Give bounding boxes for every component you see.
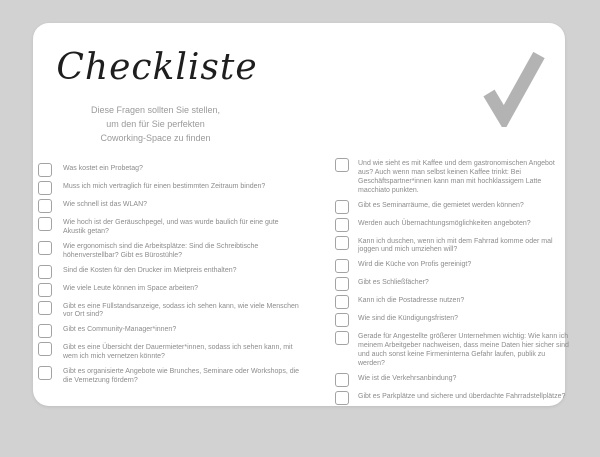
checkbox[interactable] [38, 301, 52, 315]
checklist-item [335, 200, 569, 214]
checklist-item-label: Gibt es organisierte Angebote wie Brunches, Seminare oder Workshops, die die Vernetzung fördern? [63, 368, 300, 384]
checklist-item [38, 301, 300, 321]
checklist-item-label: Kann ich die Postadresse nutzen? [358, 297, 465, 305]
checkbox[interactable] [335, 331, 349, 345]
checklist-item-label: Was kostet ein Probetag? [63, 165, 143, 172]
checklist-item [335, 259, 569, 273]
checklist-item-label: Wie ist die Verkehrsanbindung? [358, 374, 457, 382]
checkbox[interactable] [38, 283, 52, 297]
checklist-card [33, 23, 569, 406]
checkbox[interactable] [38, 181, 52, 195]
checklist-item [38, 199, 300, 213]
checklist-item [38, 324, 300, 338]
checkbox[interactable] [38, 324, 52, 338]
checklist-column-right [335, 158, 569, 405]
page-subtitle [53, 104, 258, 146]
page-title: Checkliste [56, 47, 258, 88]
checkbox[interactable] [335, 200, 349, 214]
checklist-item-label: Muss ich mich vertraglich für einen bestimmten Zeitraum binden? [63, 183, 266, 190]
checklist-item-label: Wie schnell ist das WLAN? [63, 201, 148, 208]
checkbox[interactable] [335, 158, 349, 172]
checklist-item [335, 313, 569, 327]
checklist-item-label: Wie hoch ist der Geräuschpegel, und was wurde baulich für eine gute Akustik getan? [63, 219, 279, 235]
checkbox[interactable] [335, 218, 349, 232]
checklist-item-label: Und wie sieht es mit Kaffee und dem gastronomischen Angebot aus? Auch wenn man selbst keinen Kaffee trinkt: Bei Geschäftspartner*innen kann man mit hochklassigem Latte macchiato punkten. [358, 160, 555, 194]
checkbox[interactable] [335, 373, 349, 387]
checkbox[interactable] [38, 163, 52, 177]
checkmark-icon [481, 47, 547, 127]
checklist-item-label: Wie ergonomisch sind die Arbeitsplätze: Sind die Schreibtische höhenverstellbar? Gibt es Bürostühle? [63, 242, 259, 259]
subtitle-line-1: Diese Fragen sollten Sie stellen, [90, 105, 221, 115]
checklist-item [38, 217, 300, 237]
checklist-item [38, 163, 300, 177]
checklist-item [335, 295, 569, 309]
checklist-item [335, 331, 569, 369]
checkbox[interactable] [38, 241, 52, 255]
checkbox[interactable] [335, 236, 349, 250]
checkbox[interactable] [335, 295, 349, 309]
checklist-item-label: Wird die Küche von Profis gereinigt? [358, 261, 472, 269]
checkbox[interactable] [335, 259, 349, 273]
checkbox[interactable] [335, 391, 349, 405]
checklist-item-label: Wie viele Leute können im Space arbeiten? [63, 284, 199, 292]
checklist-item-label: Sind die Kosten für den Drucker im Mietpreis enthalten? [63, 266, 237, 274]
checklist-item [38, 366, 300, 386]
checkbox[interactable] [38, 366, 52, 380]
checkbox[interactable] [38, 199, 52, 213]
checkbox[interactable] [38, 342, 52, 356]
checklist-item-label: Gibt es Schließfächer? [358, 279, 429, 287]
checklist-item [38, 181, 300, 195]
checklist-item-label: Gibt es eine Übersicht der Dauermieter*innen, sodass ich sehen kann, mit wem ich mich vernetzen könnte? [63, 344, 293, 361]
checklist-item [38, 342, 300, 362]
checklist-item [335, 218, 569, 232]
subtitle-line-3: Coworking-Space zu finden [100, 132, 211, 143]
checklist-item [335, 158, 569, 196]
checklist-item [38, 283, 300, 297]
checkbox[interactable] [335, 277, 349, 291]
checklist-item [335, 236, 569, 256]
checklist-item-label: Gibt es Parkplätze und sichere und überdachte Fahrradstellplätze? [358, 392, 566, 400]
checklist-item-label: Gerade für Angestellte größerer Unternehmen wichtig: Wie kann ich meinem Arbeitgeber nachweisen, dass meine Daten hier sicher sind und auch sonst keine Firmeninterna Gefahr laufen, publik zu werden? [358, 333, 569, 367]
checklist-item-label: Kann ich duschen, wenn ich mit dem Fahrrad komme oder mal joggen und mich umziehen will? [358, 237, 553, 254]
checkbox[interactable] [335, 313, 349, 327]
checklist-item-label: Wie sind die Kündigungsfristen? [358, 315, 459, 323]
checklist-item-label: Gibt es Community-Manager*innen? [63, 326, 177, 334]
checkbox[interactable] [38, 217, 52, 231]
checklist-item [38, 265, 300, 279]
subtitle-line-2: um den für Sie perfekten [106, 118, 205, 129]
checklist-item [335, 277, 569, 291]
checklist-item-label: Gibt es Seminarräume, die gemietet werden können? [358, 201, 524, 209]
checklist-item [335, 391, 569, 405]
checklist-column-left [38, 163, 300, 386]
checkbox[interactable] [38, 265, 52, 279]
checklist-item [38, 241, 300, 261]
checklist-item [335, 373, 569, 387]
checklist-item-label: Werden auch Übernachtungsmöglichkeiten angeboten? [358, 219, 531, 227]
checklist-item-label: Gibt es eine Füllstandsanzeige, sodass ich sehen kann, wie viele Menschen vor Ort sind? [63, 302, 299, 319]
